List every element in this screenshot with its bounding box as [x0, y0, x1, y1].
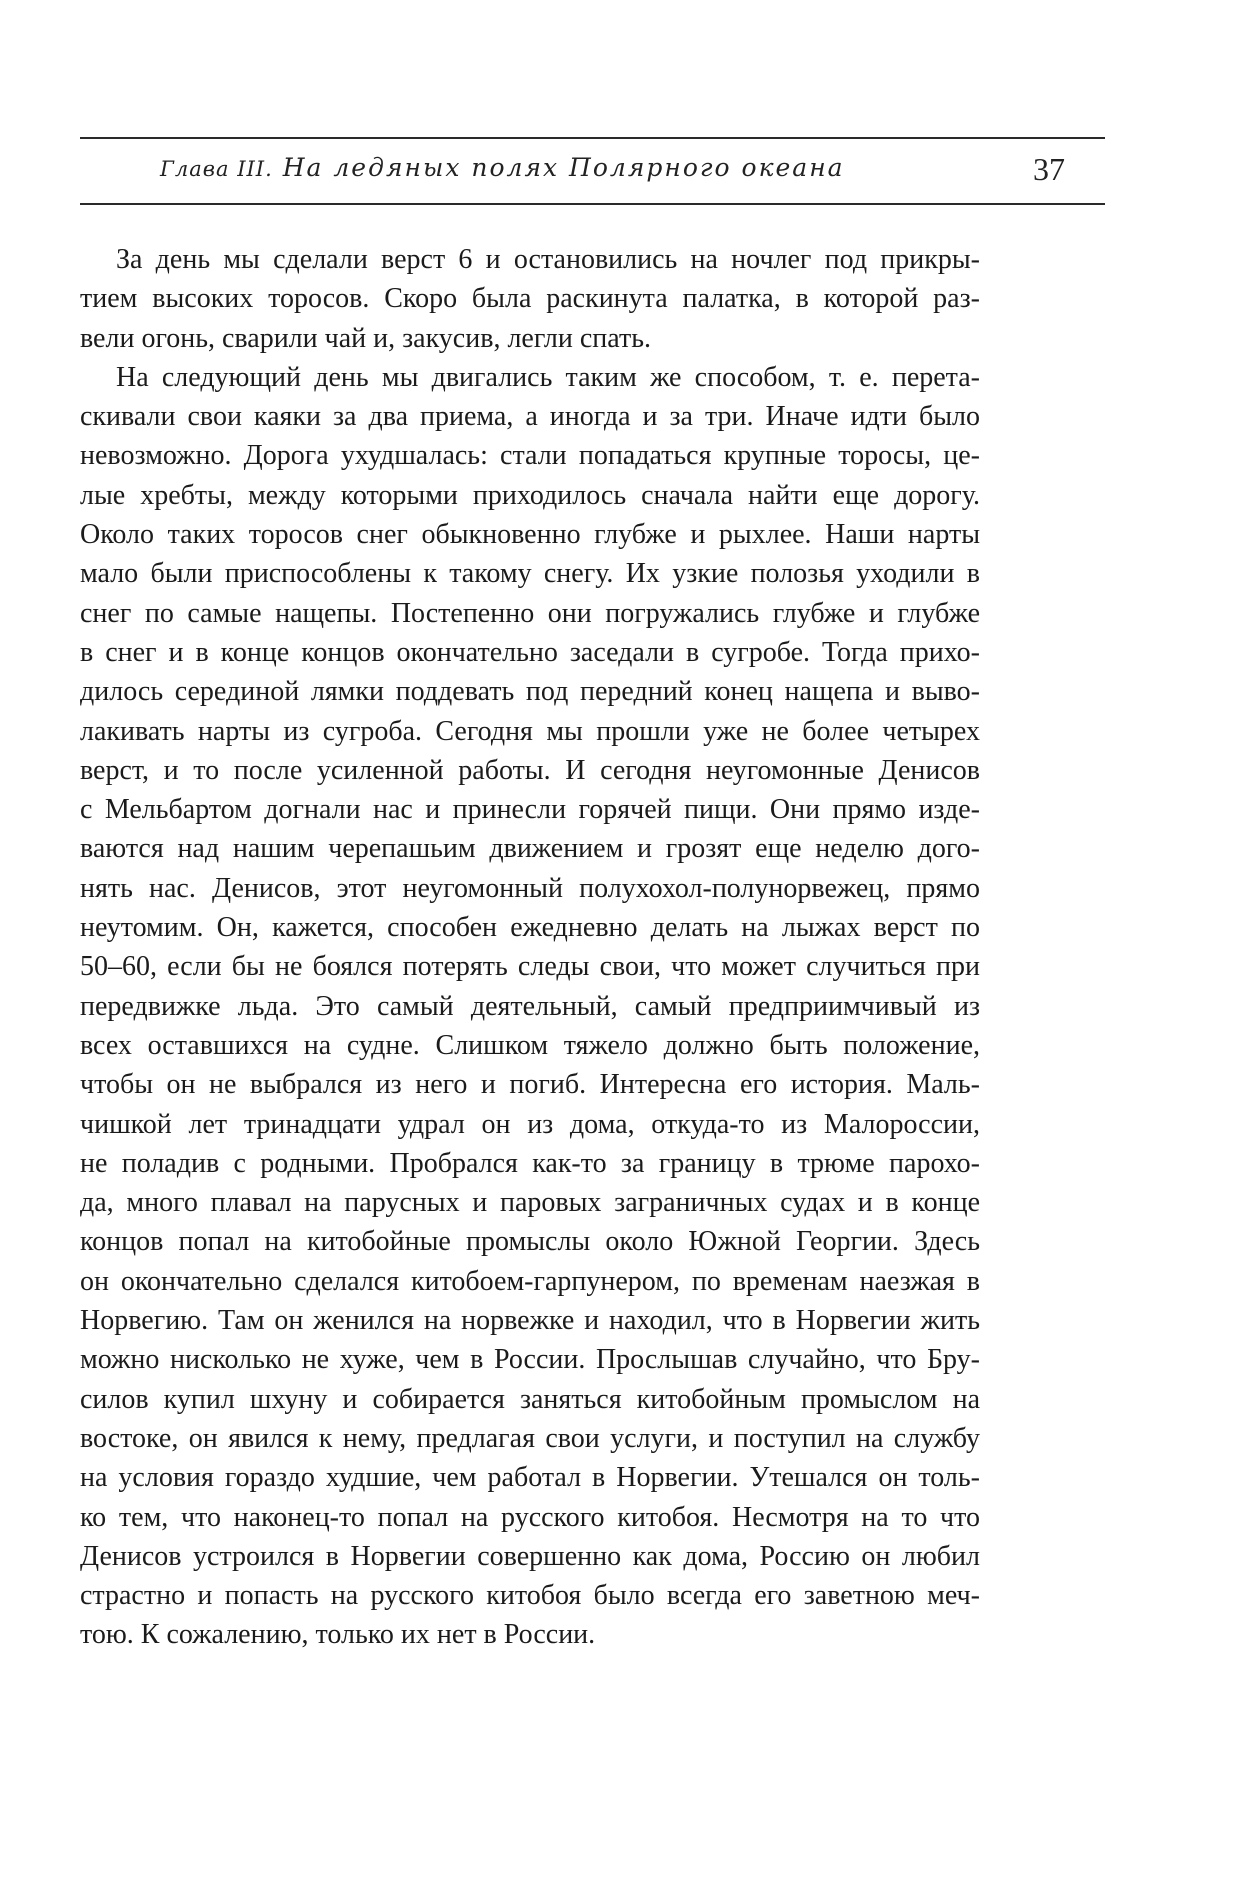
text-line: скивали свои каяки за два приема, а иногда и за три. Иначе идти было [80, 401, 980, 433]
chapter-label: Глава III. [160, 157, 273, 181]
text-line: чтобы он не выбрался из него и погиб. Интересна его история. Маль- [80, 1069, 980, 1101]
text-line: тою. К сожалению, только их нет в России. [80, 1619, 596, 1651]
text-line: вели огонь, сварили чай и, закусив, легли спать. [80, 322, 651, 354]
text-line: да, много плавал на парусных и паровых заграничных судах и в конце [80, 1187, 980, 1219]
text-line: можно нисколько не хуже, чем в России. Прослышав случайно, что Бру- [80, 1344, 980, 1376]
text-line: тием высоких торосов. Скоро была раскинута палатка, в которой раз- [80, 283, 980, 315]
text-line: невозможно. Дорога ухудшалась: стали попадаться крупные торосы, це- [80, 440, 980, 472]
text-line: дилось серединой лямки поддевать под передний конец нащепа и выво- [80, 676, 980, 708]
page-number: 37 [1033, 151, 1065, 187]
text-line: востоке, он явился к нему, предлагая свои услуги, и поступил на службу [80, 1422, 980, 1454]
text-line: страстно и попасть на русского китобоя было всегда его заветною меч- [80, 1580, 980, 1612]
text-line: передвижке льда. Это самый деятельный, самый предприимчивый из [80, 990, 980, 1022]
text-line: ко тем, что наконец-то попал на русского китобоя. Несмотря на то что [80, 1501, 980, 1533]
text-line: на условия гораздо худшие, чем работал в Норвегии. Утешался он толь- [80, 1462, 980, 1494]
text-line: не поладив с родными. Пробрался как-то за границу в трюме парохо- [80, 1147, 980, 1179]
running-title [160, 153, 845, 182]
header-top-rule [80, 137, 1105, 139]
text-line: ваются над нашим черепашьим движением и грозят еще неделю дого- [80, 833, 980, 865]
text-line: На следующий день мы двигались таким же способом, т. е. перета- [116, 361, 980, 393]
text-line: чишкой лет тринадцати удрал он из дома, откуда-то из Малороссии, [80, 1108, 980, 1140]
chapter-title: На ледяных полях Полярного океана [282, 153, 845, 182]
text-line: 50–60, если бы не боялся потерять следы свои, что может случиться при [80, 951, 980, 983]
text-line: концов попал на китобойные промыслы около Южной Георгии. Здесь [80, 1226, 980, 1258]
running-head [80, 147, 1105, 195]
text-line: в снег и в конце концов окончательно заседали в сугробе. Тогда прихо- [80, 636, 980, 668]
header-bottom-rule [80, 203, 1105, 205]
text-line: снег по самые нащепы. Постепенно они погружались глубже и глубже [80, 597, 980, 629]
body-text [80, 240, 980, 1655]
text-line: Около таких торосов снег обыкновенно глубже и рыхлее. Наши нарты [80, 519, 980, 551]
text-line: Денисов устроился в Норвегии совершенно как дома, Россию он любил [80, 1540, 980, 1572]
text-line: За день мы сделали верст 6 и остановились на ночлег под прикры- [116, 244, 980, 275]
text-line: всех оставшихся на судне. Слишком тяжело должно быть положение, [80, 1029, 980, 1061]
text-line: лакивать нарты из сугроба. Сегодня мы прошли уже не более четырех [80, 715, 980, 747]
text-line: неутомим. Он, кажется, способен ежедневно делать на лыжах верст по [80, 912, 980, 944]
text-line: он окончательно сделался китобоем-гарпунером, по временам наезжая в [80, 1265, 980, 1297]
text-line: нять нас. Денисов, этот неугомонный полухохол-полунорвежец, прямо [80, 872, 980, 904]
text-line: мало были приспособлены к такому снегу. Их узкие полозья уходили в [80, 558, 980, 590]
text-line: с Мельбартом догнали нас и принесли горячей пищи. Они прямо изде- [80, 794, 980, 826]
text-line: Норвегию. Там он женился на норвежке и находил, что в Норвегии жить [80, 1305, 980, 1337]
text-line: силов купил шхуну и собирается заняться китобойным промыслом на [80, 1383, 980, 1415]
text-line: лые хребты, между которыми приходилось сначала найти еще дорогу. [80, 479, 980, 511]
text-line: верст, и то после усиленной работы. И сегодня неугомонные Денисов [80, 754, 980, 786]
